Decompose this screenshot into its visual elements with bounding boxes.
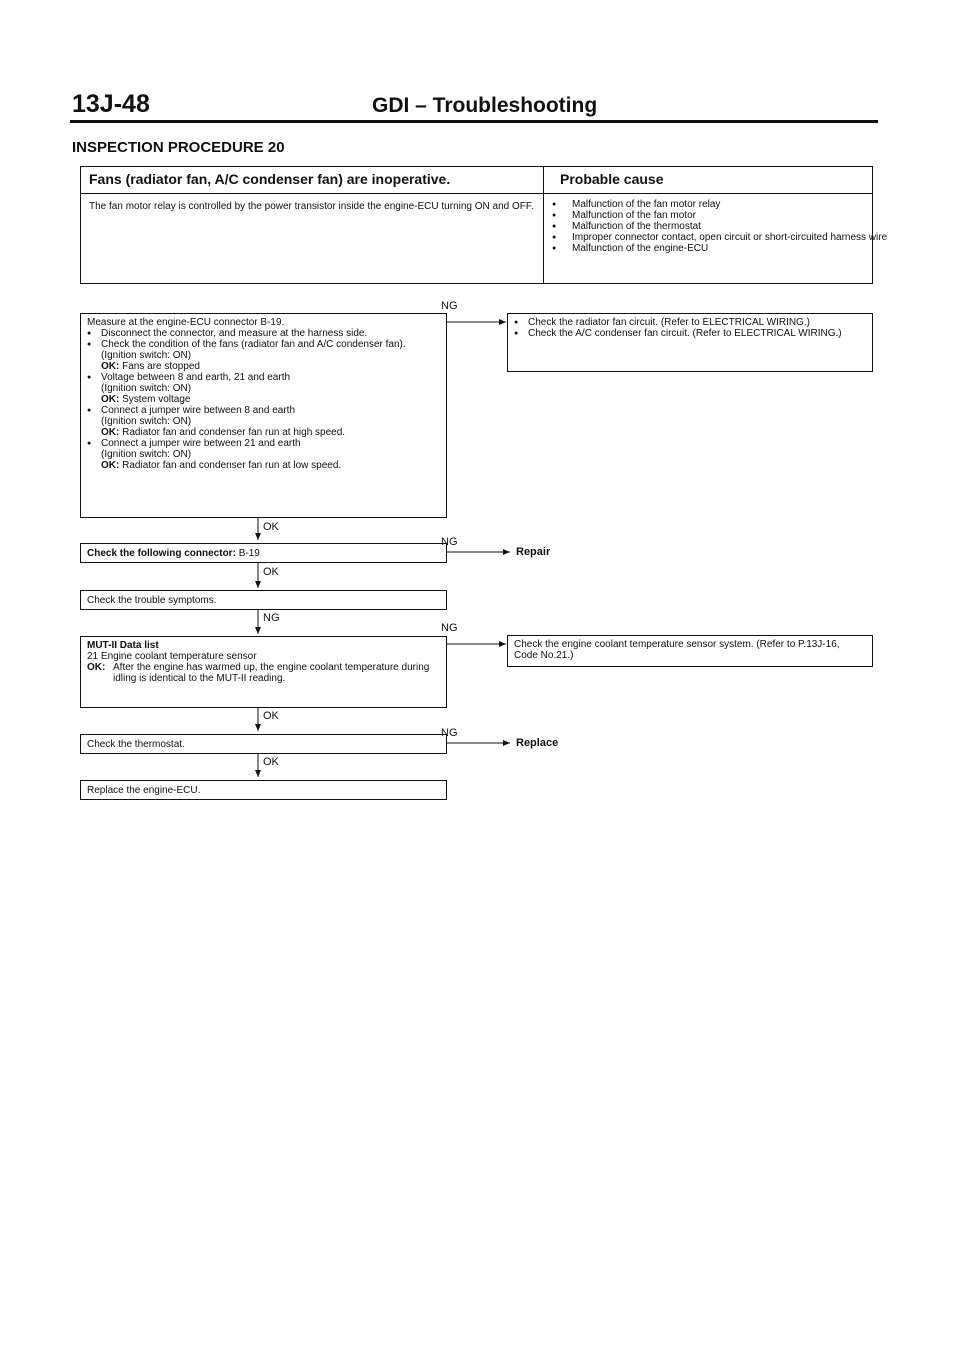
ok-label: OK:	[87, 662, 106, 673]
ng-label: NG	[441, 622, 458, 634]
ok-criterion	[87, 460, 440, 471]
ng-label: NG	[441, 727, 458, 739]
ok-label: OK:	[101, 394, 120, 405]
ok-criterion	[87, 361, 440, 372]
step-line: 21 Engine coolant temperature sensor	[87, 651, 257, 662]
ok-label: OK	[263, 521, 279, 533]
result-replace: Replace	[516, 737, 559, 749]
page-number: 13J-48	[72, 90, 150, 118]
step-bullet: ● Check the condition of the fans (radiator fan and A/C condenser fan). (Ignition switch: ON)	[87, 339, 440, 361]
step-line: Measure at the engine-ECU connector B-19.	[87, 317, 285, 328]
procedure-title: INSPECTION PROCEDURE 20	[72, 139, 285, 156]
step-text: Check the trouble symptoms.	[87, 595, 217, 606]
ok-label: OK:	[101, 460, 120, 471]
step-bullet: ● Voltage between 8 and earth, 21 and earth	[87, 372, 440, 383]
result-repair: Repair	[516, 546, 551, 558]
step-mut-data-list	[80, 636, 447, 708]
cause-item: ● Malfunction of the engine-ECU	[550, 243, 892, 254]
ok-text: After the engine has warmed up, the engine coolant temperature during idling is identical to the MUT-II reading.	[113, 662, 430, 684]
step-line: (Ignition switch: ON)	[101, 449, 192, 460]
step-text: B-19	[238, 548, 260, 559]
ok-label: OK	[263, 756, 279, 768]
ok-criterion	[87, 662, 440, 684]
result-text: Check the engine coolant temperature sensor system. (Refer to P.13J-16, Code No.21.)	[514, 639, 840, 661]
ok-text: Radiator fan and condenser fan run at low speed.	[122, 460, 342, 471]
cause-item: ● Malfunction of the fan motor	[550, 210, 892, 221]
ok-label: OK:	[101, 361, 120, 372]
symptom-description: The fan motor relay is controlled by the power transistor inside the engine-ECU turning ON and OFF.	[89, 201, 534, 212]
step-bullet: ● Disconnect the connector, and measure at the harness side.	[87, 328, 440, 339]
result-check-coolant-sensor	[507, 635, 873, 667]
symptom-header: Fans (radiator fan, A/C condenser fan) are inoperative.	[89, 171, 451, 187]
step-check-symptoms	[80, 590, 447, 610]
step-text: Replace the engine-ECU.	[87, 785, 201, 796]
ng-label: NG	[263, 612, 280, 624]
ok-text: Fans are stopped	[122, 361, 200, 372]
step-title: MUT-II Data list	[87, 640, 159, 651]
ok-label: OK:	[101, 427, 120, 438]
step-measure-ecu-connector	[80, 313, 447, 518]
result-bullet: ● Check the A/C condenser fan circuit. (Refer to ELECTRICAL WIRING.)	[514, 328, 866, 339]
ok-label: OK	[263, 566, 279, 578]
step-bullet: ● Connect a jumper wire between 21 and earth	[87, 438, 440, 449]
step-bullet: ● Connect a jumper wire between 8 and earth	[87, 405, 440, 416]
step-line: (Ignition switch: ON)	[101, 383, 192, 394]
ok-criterion	[87, 427, 440, 438]
step-text: Check the thermostat.	[87, 739, 185, 750]
ng-label: NG	[441, 300, 458, 312]
result-bullet: ● Check the radiator fan circuit. (Refer to ELECTRICAL WIRING.)	[514, 317, 866, 328]
step-check-thermostat	[80, 734, 447, 754]
ok-text: System voltage	[122, 394, 191, 405]
result-check-fan-circuits	[507, 313, 873, 372]
cause-item: ● Improper connector contact, open circuit or short-circuited harness wire	[550, 232, 892, 243]
step-bold-text: Check the following connector:	[87, 548, 236, 559]
step-replace-ecu	[80, 780, 447, 800]
ok-text: Radiator fan and condenser fan run at high speed.	[122, 427, 346, 438]
step-line: (Ignition switch: ON)	[101, 416, 192, 427]
ng-label: NG	[441, 536, 458, 548]
section-title: GDI – Troubleshooting	[372, 94, 598, 117]
cause-item: ● Malfunction of the fan motor relay	[550, 199, 892, 210]
ok-criterion	[87, 394, 440, 405]
ok-label: OK	[263, 710, 279, 722]
step-check-connector	[80, 543, 447, 563]
cause-header: Probable cause	[560, 171, 664, 187]
cause-item: ● Malfunction of the thermostat	[550, 221, 892, 232]
